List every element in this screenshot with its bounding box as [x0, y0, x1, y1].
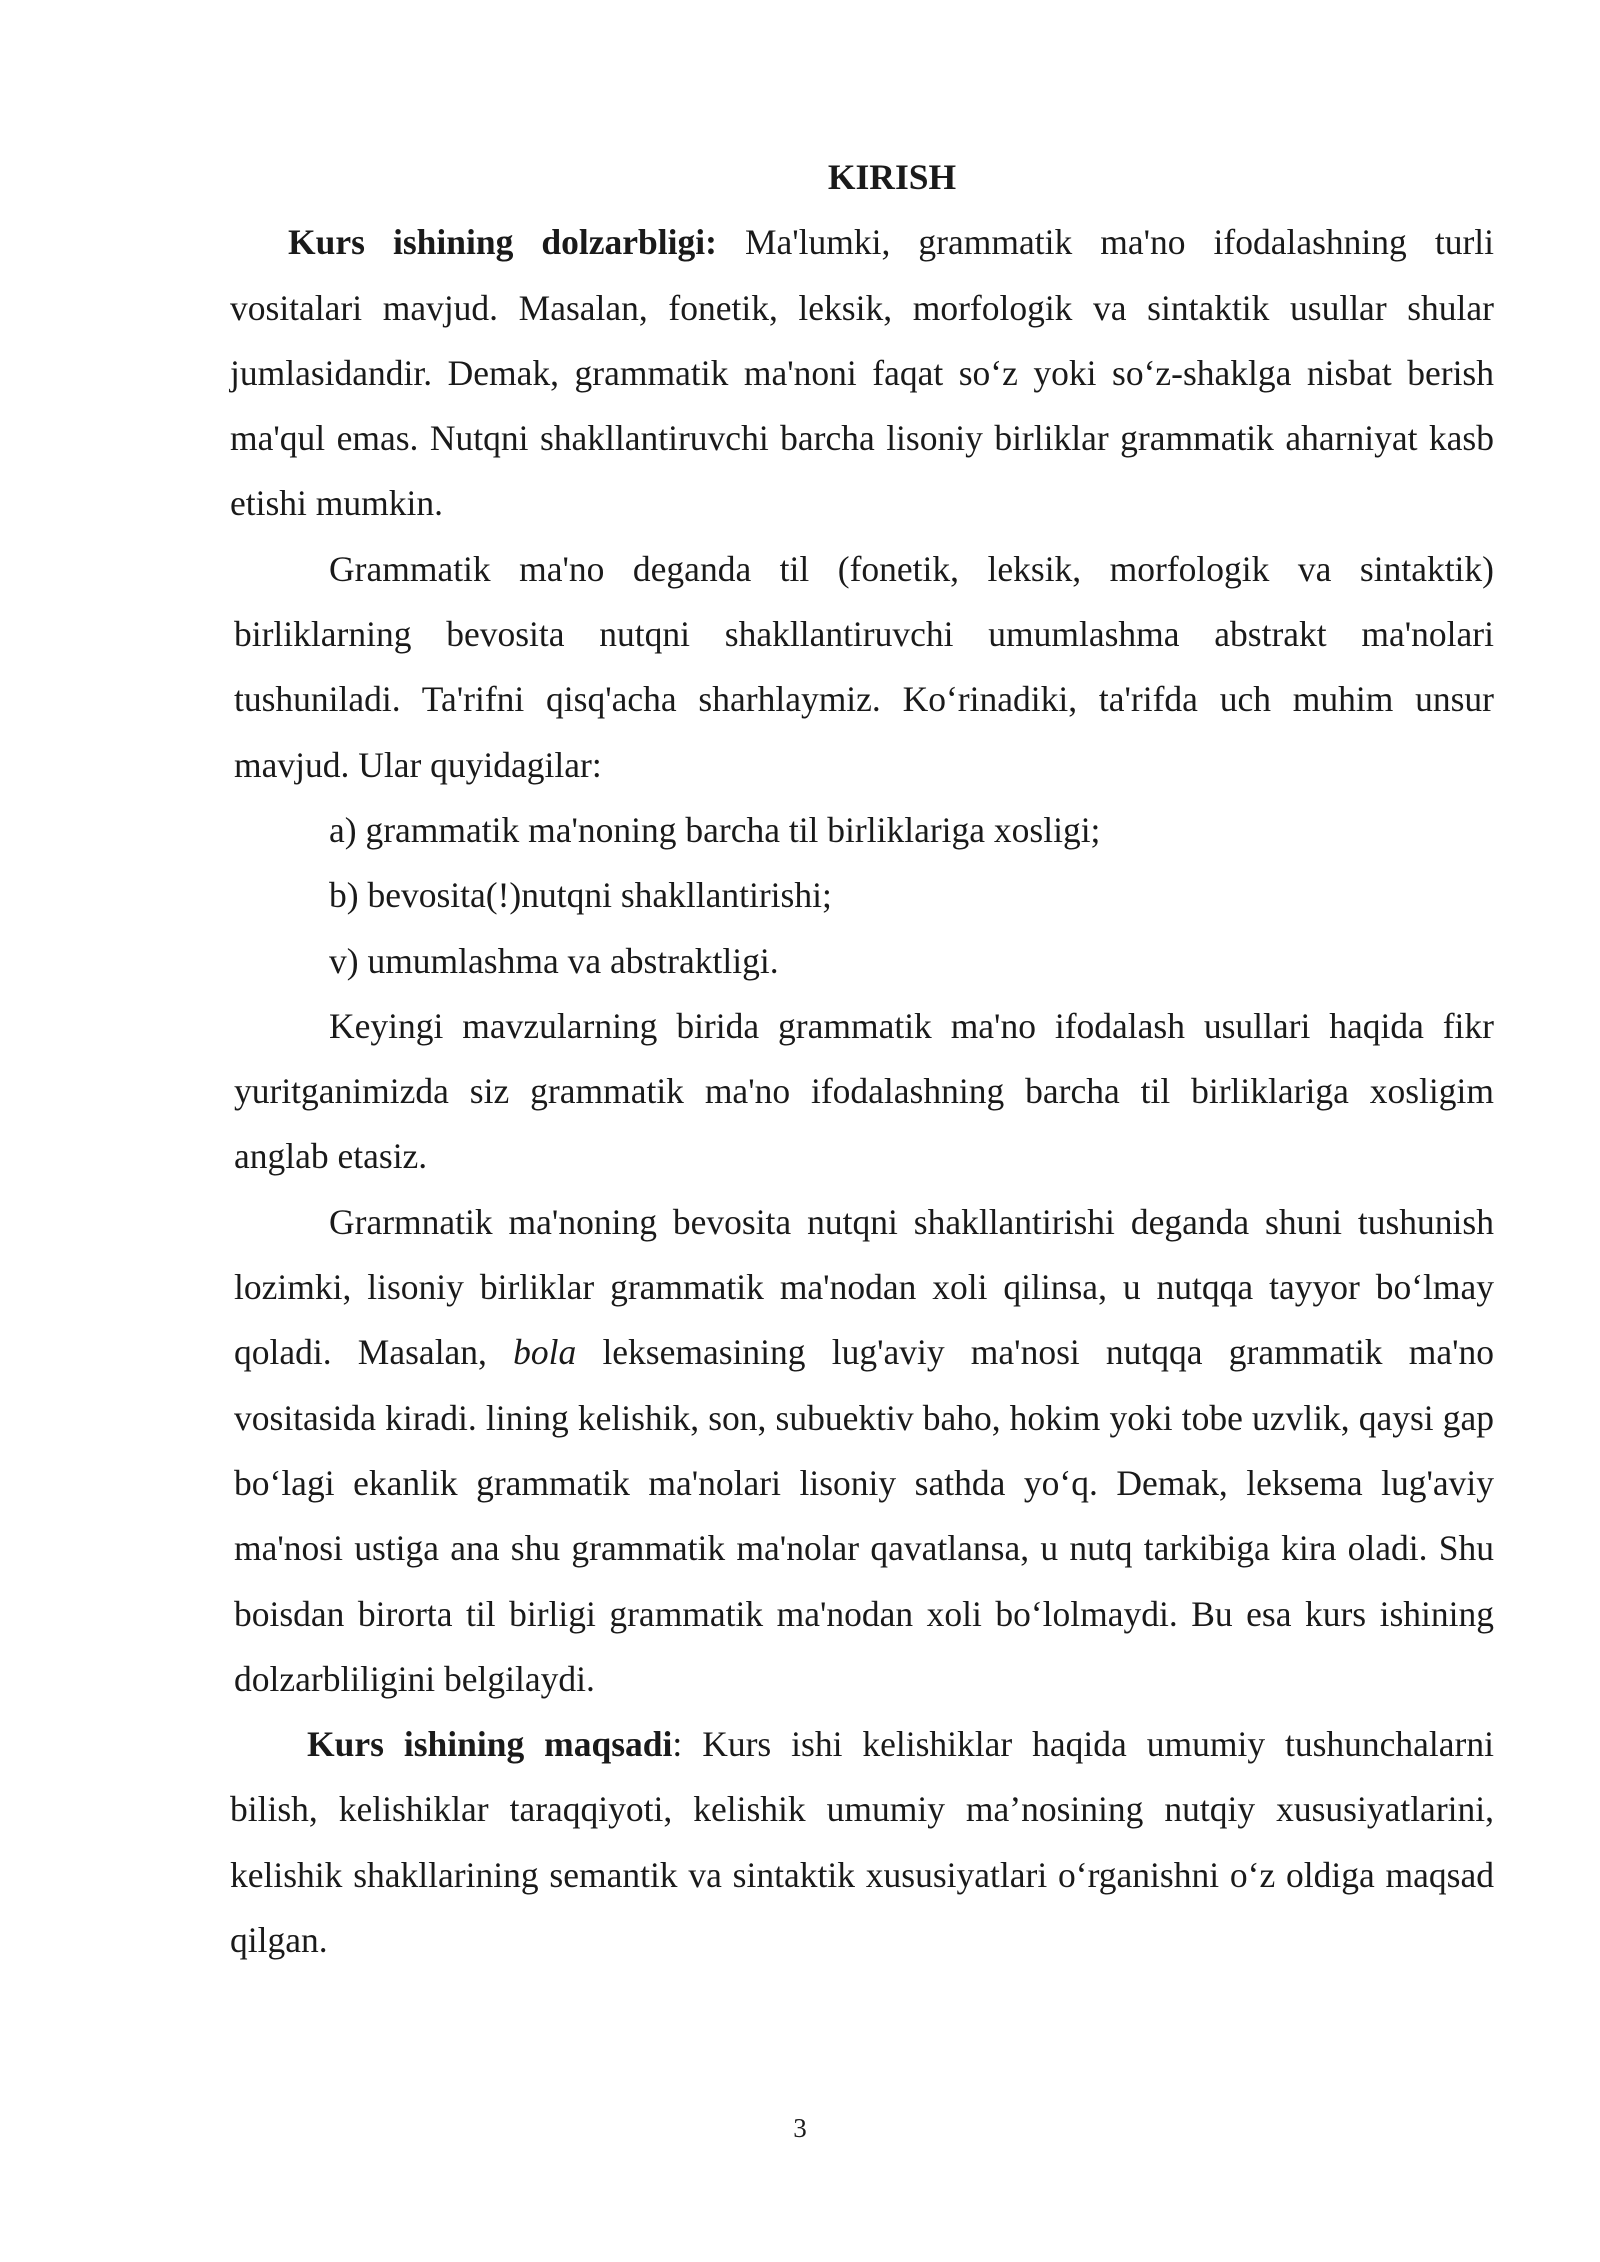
paragraph-speech-forming [230, 1190, 1494, 1712]
page-content [230, 145, 1494, 1973]
list-item-v: v) umumlashma va abstraktligi. [329, 940, 779, 981]
relevance-label: Kurs ishining dolzarbligi: [288, 222, 717, 263]
example-word: bola [513, 1332, 577, 1373]
page-number: 3 [793, 2113, 807, 2143]
goal-label: Kurs ishining maqsadi [307, 1724, 673, 1765]
goal-text: : Kurs ishi kelishiklar haqida umumiy tushunchalarni bilish, kelishiklar taraqqiyoti, kelishik umumiy ma’nosining nutqiy xususiyatlarini, kelishik shakllarining semantik va sintaktik xususiyatlari o‘rganishni o‘z oldiga maqsad qilgan. [230, 1724, 1494, 1961]
paragraph-next-topics: Keyingi mavzularning birida grammatik ma'no ifodalash usullari haqida fikr yuritganimizda siz grammatik ma'no ifodalashning barcha til birliklariga xosligim anglab etasiz. [234, 1005, 1494, 1177]
section-title: KIRISH [827, 157, 957, 197]
list-item-a: a) grammatik ma'noning barcha til birliklariga xosligi; [329, 809, 1101, 850]
paragraph-definition: Grammatik ma'no deganda til (fonetik, leksik, morfologik va sintaktik) birliklarning bevosita nutqni shakllantiruvchi umumlashma abstrakt ma'nolari tushuniladi. Ta'rifni qisq'acha sharhlaymiz. Ko‘rinadiki, ta'rifda uch muhim unsur mavjud. Ular quyidagilar: [234, 548, 1494, 785]
speech-forming-text-after: leksemasining lug'aviy ma'nosi nutqqa grammatik ma'no vositasida kiradi. lining kelishik, son, subuektiv baho, hokim yoki tobe uzvlik, qaysi gap bo‘lagi ekanlik grammatik ma'nolari lisoniy sathda yo‘q. Demak, leksema lug'aviy ma'nosi ustiga ana shu grammatik ma'nolar qavatlansa, u nutq tarkibiga kira oladi. Shu boisdan birorta til birligi grammatik ma'nodan xoli bo‘lolmaydi. Bu esa kurs ishining dolzarbliligini belgilaydi. [234, 1332, 1494, 1699]
relevance-text: Ma'lumki, grammatik ma'no ifodalashning turli vositalari mavjud. Masalan, fonetik, leksik, morfologik va sintaktik usullar shular jumlasidandir. Demak, grammatik ma'noni faqat so‘z yoki so‘z-shaklga nisbat berish ma'qul emas. Nutqni shakllantiruvchi barcha lisoniy birliklar grammatik aharniyat kasb etishi mumkin. [230, 222, 1494, 524]
paragraph-goal [230, 1712, 1494, 1973]
paragraph-relevance [230, 210, 1494, 536]
speech-forming-text-before: Grarmnatik ma'noning bevosita nutqni shakllantirishi deganda shuni tushunish lozimki, lisoniy birliklar grammatik ma'nodan xoli qilinsa, u nutqqa tayyor bo‘lmay qoladi. Masalan, [234, 1201, 1494, 1373]
list-item-b: b) bevosita(!)nutqni shakllantirishi; [329, 875, 832, 916]
